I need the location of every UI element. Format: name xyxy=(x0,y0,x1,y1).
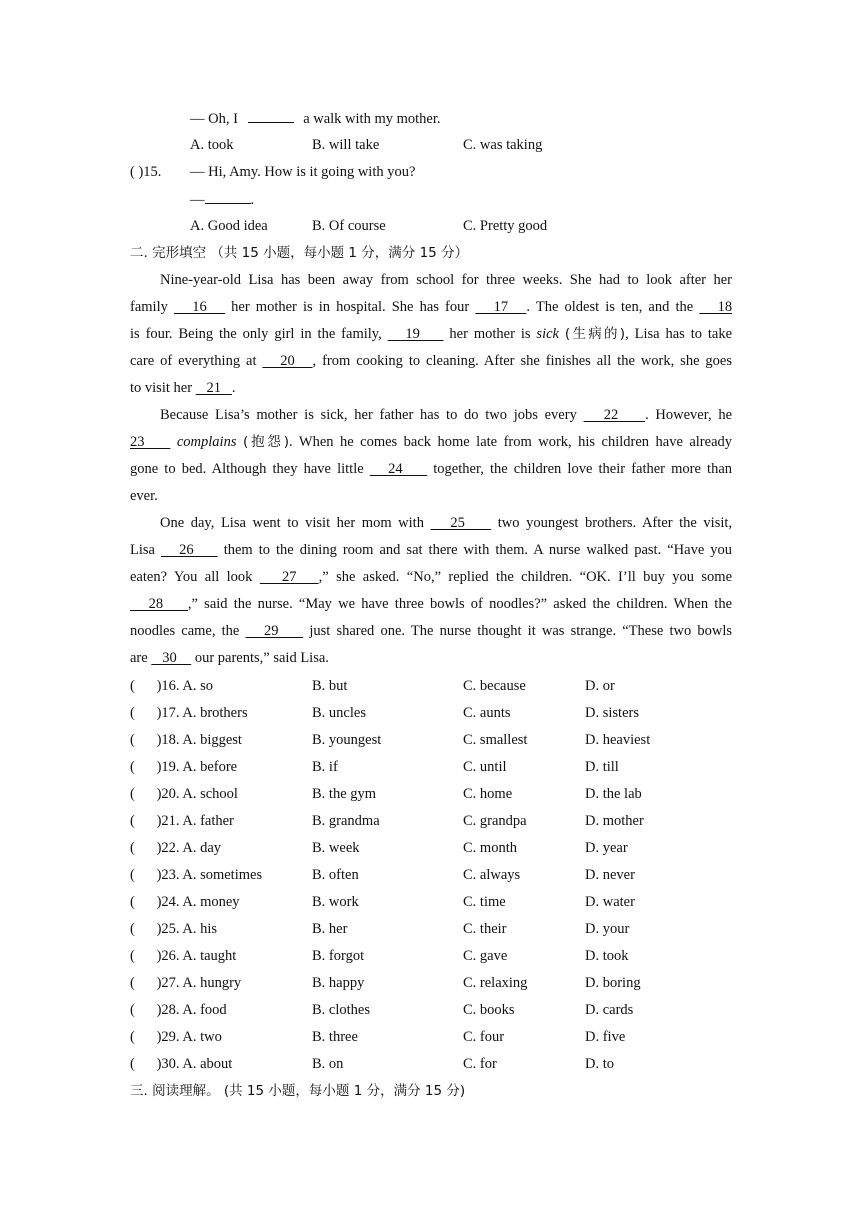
q15-answer-dash: — xyxy=(190,192,205,208)
q14-option-c[interactable]: C. was taking xyxy=(463,137,543,153)
option-b[interactable]: B. her xyxy=(312,921,348,937)
option-d[interactable]: D. to xyxy=(585,1056,614,1072)
option-b[interactable]: B. uncles xyxy=(312,705,366,721)
option-b[interactable]: B. three xyxy=(312,1029,358,1045)
option-c[interactable]: C. books xyxy=(463,1002,515,1018)
option-c[interactable]: C. month xyxy=(463,840,517,856)
passage-p1-line2 xyxy=(130,297,732,317)
blank-27[interactable]: 27 xyxy=(259,569,319,585)
option-b[interactable]: B. on xyxy=(312,1056,344,1072)
q15-answer-end: . xyxy=(250,192,255,208)
option-d[interactable]: D. mother xyxy=(585,813,644,829)
passage-p3-line2 xyxy=(130,540,732,560)
blank-24[interactable]: 24 xyxy=(369,461,428,477)
passage-p3-line3 xyxy=(130,567,732,587)
question-number-option-a[interactable]: ( )25. A. his xyxy=(130,921,217,937)
text: . However, he xyxy=(645,407,733,423)
question-number-option-a[interactable]: ( )18. A. biggest xyxy=(130,732,242,748)
option-d[interactable]: D. water xyxy=(585,894,635,910)
blank-26[interactable]: 26 xyxy=(161,542,218,558)
option-c[interactable]: C. grandpa xyxy=(463,813,527,829)
option-c[interactable]: C. relaxing xyxy=(463,975,528,991)
option-b[interactable]: B. work xyxy=(312,894,359,910)
text: . When he comes back home late from work, his children have already xyxy=(289,434,733,450)
gloss-complains: (抱怨) xyxy=(242,434,290,450)
passage-p1-line3 xyxy=(130,324,732,344)
text: family xyxy=(130,299,168,315)
text: care of everything at xyxy=(130,353,257,369)
question-number-option-a[interactable]: ( )19. A. before xyxy=(130,759,238,775)
blank-29[interactable]: 29 xyxy=(245,623,304,639)
option-b[interactable]: B. happy xyxy=(312,975,365,991)
text: , from cooking to cleaning. After she finishes all the work, she goes xyxy=(312,353,733,369)
blank-20[interactable]: 20 xyxy=(262,353,313,369)
option-c[interactable]: C. four xyxy=(463,1029,505,1045)
q14-answer-blank[interactable] xyxy=(248,108,294,123)
text: her mother is xyxy=(449,326,531,342)
option-d[interactable]: D. year xyxy=(585,840,628,856)
text: are xyxy=(130,650,148,666)
option-b[interactable]: B. week xyxy=(312,840,360,856)
question-number-option-a[interactable]: ( )29. A. two xyxy=(130,1029,222,1045)
passage-p3-line1 xyxy=(160,513,732,533)
text: two youngest brothers. After the visit, xyxy=(497,515,733,531)
option-d[interactable]: D. the lab xyxy=(585,786,642,802)
option-d[interactable]: D. your xyxy=(585,921,630,937)
passage-p2-line1 xyxy=(160,405,732,425)
passage-p3-line5 xyxy=(130,621,732,641)
passage-p2-line2 xyxy=(130,432,732,452)
q15-answer-blank[interactable] xyxy=(205,189,251,204)
option-d[interactable]: D. sisters xyxy=(585,705,639,721)
q15-option-a[interactable]: A. Good idea xyxy=(190,218,268,234)
text: them to the dining room and sat there with them. A nurse walked past. “Have you xyxy=(223,542,733,558)
q14-option-a[interactable]: A. took xyxy=(190,137,234,153)
word-sick: sick xyxy=(536,326,559,342)
section2-heading: 二. 完形填空 （共 15 小题，每小题 1 分，满分 15 分） xyxy=(130,245,469,261)
option-d[interactable]: D. till xyxy=(585,759,619,775)
question-number-option-a[interactable]: ( )26. A. taught xyxy=(130,948,237,964)
text: Lisa xyxy=(130,542,155,558)
question-number-option-a[interactable]: ( )24. A. money xyxy=(130,894,240,910)
question-number-option-a[interactable]: ( )23. A. sometimes xyxy=(130,867,263,883)
q15-number: ( )15. xyxy=(130,164,162,180)
q14-dialog-line xyxy=(190,108,441,129)
word-complains: complains xyxy=(176,434,237,450)
option-b[interactable]: B. youngest xyxy=(312,732,382,748)
passage-p3-line6 xyxy=(130,648,732,668)
q15-option-c[interactable]: C. Pretty good xyxy=(463,218,548,234)
passage-p1-line1: Nine-year-old Lisa has been away from school for three weeks. She had to look after her xyxy=(160,272,732,288)
blank-30[interactable]: 30 xyxy=(151,650,192,666)
option-b[interactable]: B. grandma xyxy=(312,813,380,829)
passage-p2-line3 xyxy=(130,459,732,479)
passage-p2-line4: ever. xyxy=(130,488,158,504)
blank-16[interactable]: 16 xyxy=(173,299,226,315)
option-d[interactable]: D. five xyxy=(585,1029,626,1045)
blank-18[interactable]: 18 xyxy=(699,299,733,315)
option-d[interactable]: D. heaviest xyxy=(585,732,651,748)
question-number-option-a[interactable]: ( )21. A. father xyxy=(130,813,234,829)
text: ,” she asked. “No,” replied the children. “OK. I’ll buy you some xyxy=(318,569,733,585)
option-d[interactable]: D. boring xyxy=(585,975,641,991)
option-c[interactable]: C. home xyxy=(463,786,513,802)
option-d[interactable]: D. took xyxy=(585,948,629,964)
q15-option-b[interactable]: B. Of course xyxy=(312,218,386,234)
option-b[interactable]: B. forgot xyxy=(312,948,365,964)
text: noodles came, the xyxy=(130,623,240,639)
question-number-option-a[interactable]: ( )20. A. school xyxy=(130,786,238,802)
passage-p3-line4 xyxy=(130,594,732,614)
text: her mother is in hospital. She has four xyxy=(231,299,470,315)
option-b[interactable]: B. if xyxy=(312,759,338,775)
text: our parents,” said Lisa. xyxy=(194,650,329,666)
option-c[interactable]: C. because xyxy=(463,678,526,694)
option-c[interactable]: C. smallest xyxy=(463,732,528,748)
option-c[interactable]: C. gave xyxy=(463,948,508,964)
q15-question: — Hi, Amy. How is it going with you? xyxy=(190,164,416,180)
question-number-option-a[interactable]: ( )22. A. day xyxy=(130,840,222,856)
passage-p1-line4 xyxy=(130,351,732,371)
q15-answer-line xyxy=(190,189,254,210)
option-c[interactable]: C. aunts xyxy=(463,705,511,721)
text: ,” said the nurse. “May we have three bowls of noodles?” asked the children. When the xyxy=(187,596,733,612)
text: eaten? You all look xyxy=(130,569,253,585)
option-b[interactable]: B. often xyxy=(312,867,359,883)
passage-p1-line5 xyxy=(130,378,732,398)
text: gone to bed. Although they have little xyxy=(130,461,364,477)
q14-option-b[interactable]: B. will take xyxy=(312,137,380,153)
text: . xyxy=(231,380,236,396)
text: together, the children love their father more than xyxy=(433,461,733,477)
blank-21[interactable]: 21 xyxy=(195,380,232,396)
question-number-option-a[interactable]: ( )30. A. about xyxy=(130,1056,233,1072)
option-b[interactable]: B. the gym xyxy=(312,786,377,802)
question-number-option-a[interactable]: ( )28. A. food xyxy=(130,1002,227,1018)
blank-19[interactable]: 19 xyxy=(387,326,444,342)
question-number-option-a[interactable]: ( )17. A. brothers xyxy=(130,705,248,721)
question-number-option-a[interactable]: ( )16. A. so xyxy=(130,678,213,694)
option-c[interactable]: C. their xyxy=(463,921,507,937)
text: to visit her xyxy=(130,380,193,396)
option-c[interactable]: C. for xyxy=(463,1056,497,1072)
text: . The oldest is ten, and the xyxy=(526,299,694,315)
text: Because Lisa’s mother is sick, her father has to do two jobs every xyxy=(160,407,577,423)
text: One day, Lisa went to visit her mom with xyxy=(160,515,424,531)
option-c[interactable]: C. time xyxy=(463,894,506,910)
section3-heading: 三. 阅读理解。 (共 15 小题，每小题 1 分，满分 15 分) xyxy=(130,1083,466,1099)
option-d[interactable]: D. or xyxy=(585,678,615,694)
gloss-sick: (生病的) xyxy=(564,326,626,342)
q14-dialog: — Oh, I xyxy=(190,111,238,127)
blank-28[interactable]: 28 xyxy=(130,596,188,612)
q14-dialog-after: a walk with my mother. xyxy=(303,111,441,127)
text: just shared one. The nurse thought it was strange. “These two bowls xyxy=(309,623,733,639)
text: is four. Being the only girl in the family, xyxy=(130,326,382,342)
blank-23[interactable]: 23 xyxy=(130,434,171,450)
question-number-option-a[interactable]: ( )27. A. hungry xyxy=(130,975,242,991)
option-b[interactable]: B. clothes xyxy=(312,1002,370,1018)
option-c[interactable]: C. always xyxy=(463,867,521,883)
option-c[interactable]: C. until xyxy=(463,759,507,775)
option-d[interactable]: D. never xyxy=(585,867,635,883)
text: , Lisa has to take xyxy=(625,326,733,342)
blank-25[interactable]: 25 xyxy=(430,515,492,531)
blank-17[interactable]: 17 xyxy=(475,299,527,315)
option-d[interactable]: D. cards xyxy=(585,1002,634,1018)
blank-22[interactable]: 22 xyxy=(583,407,646,423)
option-b[interactable]: B. but xyxy=(312,678,348,694)
